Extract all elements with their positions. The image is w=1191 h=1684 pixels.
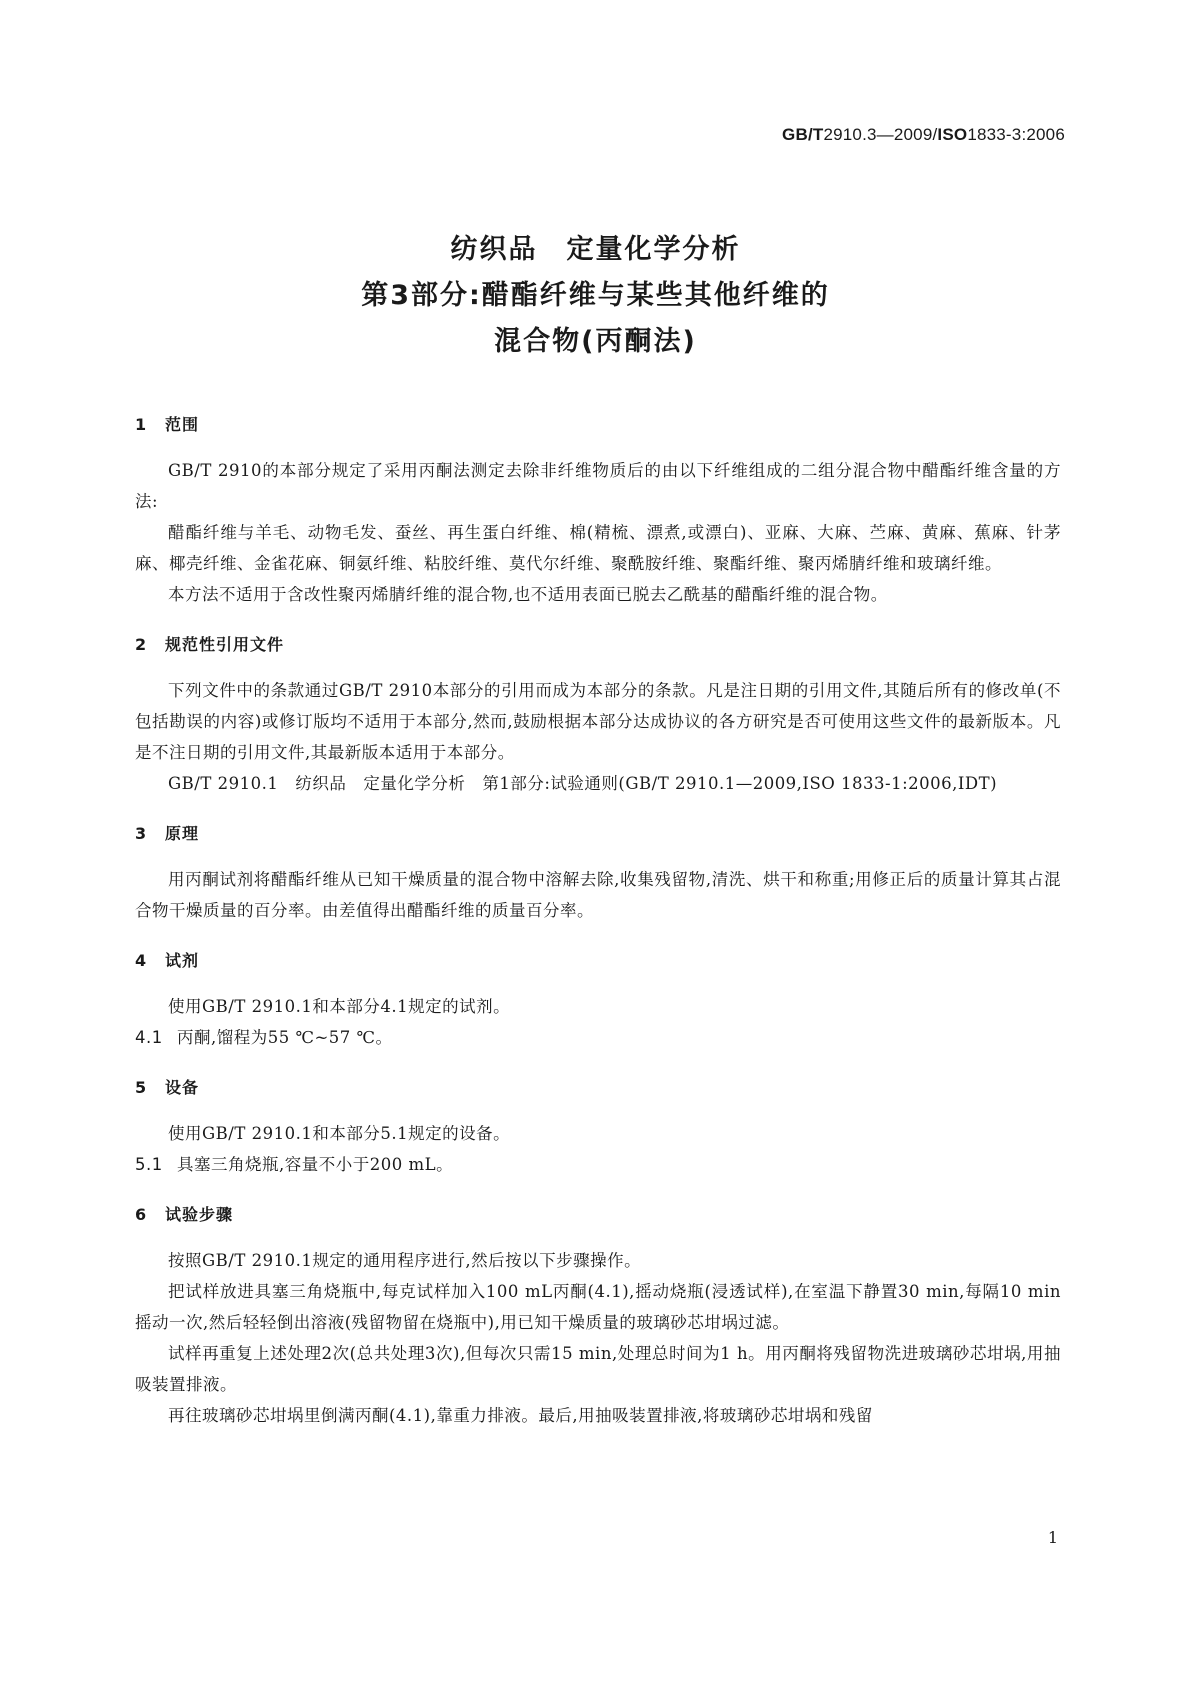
clause-text: 具塞三角烧瓶,容量不小于200 mL。 bbox=[177, 1155, 454, 1174]
section-number: 5 bbox=[135, 1078, 148, 1097]
section-5-paragraph-1: 使用GB/T 2910.1和本部分5.1规定的设备。 bbox=[168, 1124, 511, 1143]
section-title: 范围 bbox=[165, 415, 200, 434]
section-number: 4 bbox=[135, 951, 148, 970]
clause-number: 4.1 bbox=[135, 1028, 163, 1047]
section-1-paragraph-2: 醋酯纤维与羊毛、动物毛发、蚕丝、再生蛋白纤维、棉(精梳、漂煮,或漂白)、亚麻、大麻、苎麻、黄麻、蕉麻、针茅麻、椰壳纤维、金雀花麻、铜氨纤维、粘胶纤维、莫代尔纤维、聚酰胺纤维、聚酯纤维、聚丙烯腈纤维和玻璃纤维。 bbox=[135, 523, 1061, 573]
document-body bbox=[135, 412, 1061, 1431]
section-title: 试验步骤 bbox=[165, 1205, 234, 1224]
section-1-paragraph-1: GB/T 2910的本部分规定了采用丙酮法测定去除非纤维物质后的由以下纤维组成的二组分混合物中醋酯纤维含量的方法: bbox=[135, 461, 1061, 511]
section-number: 3 bbox=[135, 824, 148, 843]
section-number: 6 bbox=[135, 1205, 148, 1224]
section-title: 试剂 bbox=[165, 951, 200, 970]
section-number: 1 bbox=[135, 415, 148, 434]
title-line-2: 第3部分:醋酯纤维与某些其他纤维的 bbox=[361, 280, 830, 311]
section-1-heading bbox=[135, 412, 1061, 435]
section-5-1-clause bbox=[135, 1149, 1061, 1180]
section-2-heading bbox=[135, 632, 1061, 655]
iso-number: 1833-3:2006 bbox=[967, 125, 1065, 144]
section-title: 规范性引用文件 bbox=[165, 635, 285, 654]
title-line-3: 混合物(丙酮法) bbox=[494, 326, 697, 357]
section-title: 原理 bbox=[165, 824, 200, 843]
section-6-paragraph-1: 按照GB/T 2910.1规定的通用程序进行,然后按以下步骤操作。 bbox=[168, 1251, 642, 1270]
section-number: 2 bbox=[135, 635, 148, 654]
clause-text: 丙酮,馏程为55 ℃~57 ℃。 bbox=[177, 1028, 393, 1047]
section-6-paragraph-3: 试样再重复上述处理2次(总共处理3次),但每次只需15 min,处理总时间为1 h。用丙酮将残留物洗进玻璃砂芯坩埚,用抽吸装置排液。 bbox=[135, 1344, 1061, 1394]
section-2-reference: GB/T 2910.1 纺织品 定量化学分析 第1部分:试验通则(GB/T 2910.1—2009,ISO 1833-1:2006,IDT) bbox=[168, 774, 998, 793]
std-code-number: 2910.3—2009/ bbox=[823, 125, 938, 144]
section-6-paragraph-2: 把试样放进具塞三角烧瓶中,每克试样加入100 mL丙酮(4.1),摇动烧瓶(浸透试样),在室温下静置30 min,每隔10 min摇动一次,然后轻轻倒出溶液(残留物留在烧瓶中),用已知干燥质量的玻璃砂芯坩埚过滤。 bbox=[135, 1282, 1061, 1332]
standard-code-header bbox=[782, 125, 1065, 145]
section-4-heading bbox=[135, 948, 1061, 971]
section-3-paragraph-1: 用丙酮试剂将醋酯纤维从已知干燥质量的混合物中溶解去除,收集残留物,清洗、烘干和称重;用修正后的质量计算其占混合物干燥质量的百分率。由差值得出醋酯纤维的质量百分率。 bbox=[135, 870, 1061, 920]
std-code-prefix: GB/T bbox=[782, 125, 824, 144]
page-number: 1 bbox=[1047, 1528, 1058, 1547]
section-4-paragraph-1: 使用GB/T 2910.1和本部分4.1规定的试剂。 bbox=[168, 997, 511, 1016]
section-3-heading bbox=[135, 821, 1061, 844]
section-title: 设备 bbox=[165, 1078, 200, 1097]
title-line-1: 纺织品 定量化学分析 bbox=[450, 234, 741, 265]
section-4-1-clause bbox=[135, 1022, 1061, 1053]
section-6-heading bbox=[135, 1202, 1061, 1225]
iso-prefix: ISO bbox=[937, 125, 968, 144]
section-2-paragraph-1: 下列文件中的条款通过GB/T 2910本部分的引用而成为本部分的条款。凡是注日期的引用文件,其随后所有的修改单(不包括勘误的内容)或修订版均不适用于本部分,然而,鼓励根据本部分达成协议的各方研究是否可使用这些文件的最新版本。凡是不注日期的引用文件,其最新版本适用于本部分。 bbox=[135, 681, 1061, 762]
document-title bbox=[0, 227, 1191, 365]
section-1-paragraph-3: 本方法不适用于含改性聚丙烯腈纤维的混合物,也不适用表面已脱去乙酰基的醋酯纤维的混合物。 bbox=[168, 585, 888, 604]
clause-number: 5.1 bbox=[135, 1155, 163, 1174]
section-5-heading bbox=[135, 1075, 1061, 1098]
section-6-paragraph-4: 再往玻璃砂芯坩埚里倒满丙酮(4.1),靠重力排液。最后,用抽吸装置排液,将玻璃砂芯坩埚和残留 bbox=[168, 1406, 873, 1425]
